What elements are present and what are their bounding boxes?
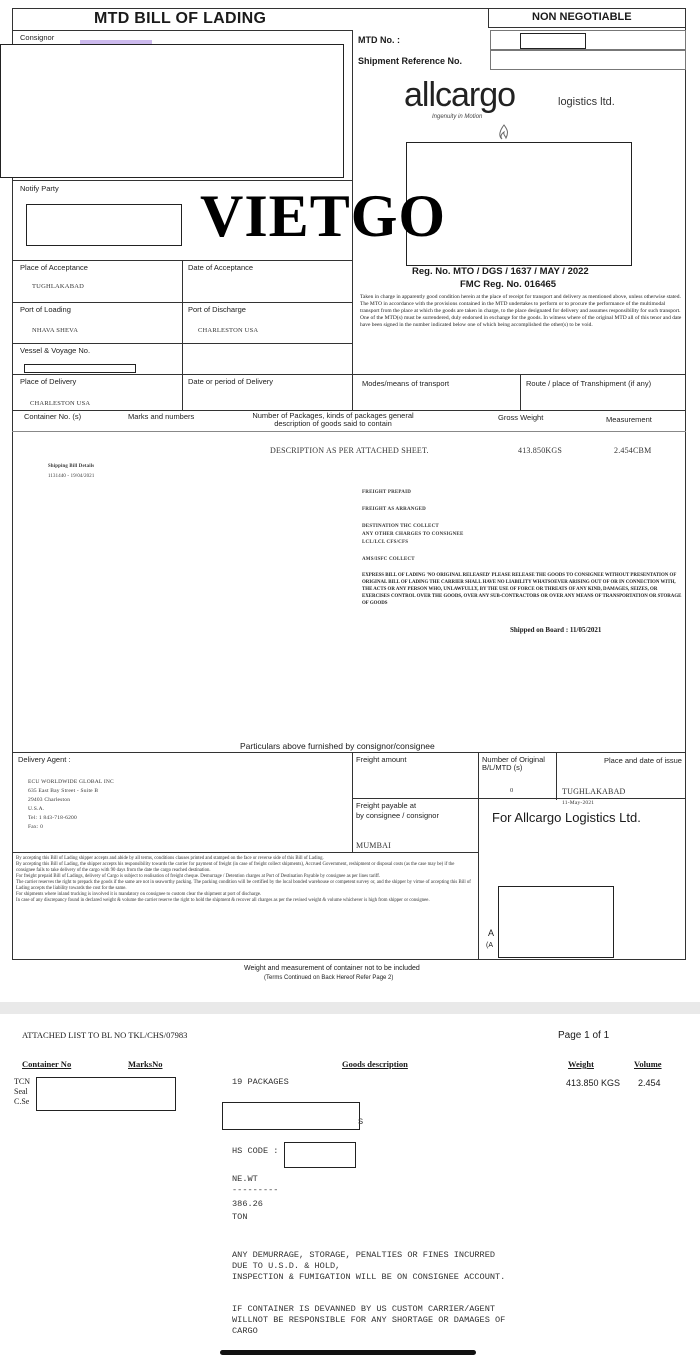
shipping-bill-value: 1131440 - 19/04/2021 (48, 474, 95, 479)
col-gross-label: Gross Weight (498, 413, 544, 422)
agent-line: Tel: 1 843-718-6200 (28, 815, 77, 821)
container-line: TCN (14, 1077, 30, 1086)
date-of-acceptance-label: Date of Acceptance (188, 263, 254, 272)
port-of-loading-label: Port of Loading (20, 305, 71, 314)
express-release-text: EXPRESS BILL OF LADING 'NO ORIGINAL RELEASED' PLEASE RELEASE THE GOODS TO CONSIGNEE WITHOUT PRESENTATION OF ORIGINAL BILL OF LADING THE CARRIER SHALL HAVE NO LIABILITY WHATSOEVER ARISING OUT OF OR IN CONNECTION WITH, THE ACTS OR ANY PERSON WHO, UNLAWFULLY, BY THE USE OF FORCE OR THREATS OF ANY KIND, DAMAGES, SEIZES, OR EXERCISES CONTROL OVER THE GOODS, OVER ANY SUB-CONTRACTORS OR OVER ANY MEANS OF TRANSPORTATION OR STORAGE OF GOODS (362, 573, 682, 606)
col-volume-header: Volume (634, 1059, 662, 1069)
lcl-cfs: LCL/LCL CFS/CFS (362, 540, 409, 545)
container-redaction (36, 1077, 176, 1111)
agent-line: Fax: 0 (28, 824, 44, 830)
agent-line: U.S.A. (28, 806, 45, 812)
home-indicator[interactable] (220, 1350, 476, 1355)
col-packages-label: Number of Packages, kinds of packages general description of goods said to contain (252, 411, 414, 428)
freight-amount-label: Freight amount (356, 755, 407, 764)
notify-rule (12, 180, 352, 181)
consignor-redaction (0, 44, 344, 178)
page-title: MTD BILL OF LADING (94, 10, 267, 27)
signature-redaction (498, 886, 614, 958)
condition-item: For freight prepaid Bill of Ladings, delivery of Cargo is subject to realisation of freight cheque. Demurrage / Detention charges at Port of Destination Payable by consignee as per lines tariff. (16, 874, 381, 879)
port-of-discharge-value: CHARLESTON USA (198, 327, 259, 334)
shipment-ref-field (490, 50, 686, 70)
consignee-notice (232, 1250, 505, 1283)
condition-item: For shipments where inland trucking is involved it is mandatory on consignee to custom clear the shipment at port of discharge. (16, 892, 262, 897)
particulars-rule (12, 752, 686, 753)
freight-payable-sub: by consignee / consignor (356, 811, 439, 820)
condition-item: The carrier reserves the right to prepack the goods if the same are not in seaworthy packing. The packing condition will be certified by the local bonded warehouse or competent survey or, and the shipper by virtue of accepting this Bill of Lading accepts the liability towards the cost for the same. (16, 880, 471, 891)
vietgo-watermark: VIETGO (200, 183, 447, 249)
mid-col-divider (182, 260, 183, 410)
notify-party-label: Notify Party (20, 184, 59, 193)
vessel-label: Vessel & Voyage No. (20, 346, 91, 355)
place-of-acceptance-value: TUGHLAKABAD (32, 283, 85, 290)
logo-wordmark: allcargo (404, 76, 516, 114)
goods-header-bottom (12, 431, 686, 432)
logo-flame-icon (498, 124, 510, 140)
footer-note-1: Weight and measurement of container not to be included (244, 965, 420, 972)
route-label: Route / place of Transhipment (if any) (526, 379, 652, 388)
col-goods-header: Goods description (342, 1059, 408, 1069)
vessel-redaction (24, 364, 136, 373)
ams-collect: AMS/ISFC COLLECT (362, 557, 415, 562)
col-weight-header: Weight (568, 1059, 594, 1069)
place-date-issue-label: Place and date of issue (604, 756, 682, 765)
net-weight-rule: --------- (232, 1185, 279, 1195)
route-divider (520, 374, 521, 410)
weight-value: 413.850 KGS (566, 1078, 621, 1088)
reg-no: Reg. No. MTO / DGS / 1637 / MAY / 2022 (412, 266, 589, 277)
net-weight-unit: TON (232, 1212, 248, 1222)
agent-line: ECU WORLDWIDE GLOBAL INC (28, 779, 114, 785)
container-lines (14, 1077, 30, 1107)
agent-line: 29403 Charleston (28, 797, 71, 803)
delivery-rule (12, 374, 686, 375)
sign-prefix-2: (A (486, 942, 493, 949)
other-charges: ANY OTHER CHARGES TO CONSIGNEE (362, 532, 464, 537)
freight-payable-value: MUMBAI (356, 841, 391, 850)
consignor-label: Consignor (20, 33, 55, 42)
shipping-bill-title: Shipping Bill Details (48, 464, 95, 469)
mto-terms-text: Taken in charge in apparently good condition herein at the place of receipt for transport and delivery as mentioned above, unless otherwise stated. The MTO in accordance with the provisions contained in the MTD undertakes to perform or to procure the performance of the multimodal transport from the place at which the goods are taken in charge, to the place designated for delivery and assumes responsibility for such transport. One of the MTD(s) must be surrendered, duly endorsed in exchange for the goods. In witness where of the original MTD all of this tenor and date have been signed in the number indicated below one of which being accomplished the other(s) to be void. (360, 294, 682, 328)
mtd-no-label: MTD No. : (358, 35, 400, 45)
packages-value: 19 PACKAGES (232, 1077, 289, 1087)
container-line: Seal (14, 1087, 28, 1096)
logo-suffix: logistics ltd. (558, 96, 615, 108)
notice-line: CARGO (232, 1326, 258, 1336)
devanning-notice (232, 1304, 505, 1337)
freight-prepaid: FREIGHT PREPAID (362, 490, 412, 495)
measurement-value: 2.454CBM (614, 446, 652, 455)
col-container-label: Container No. (s) (24, 412, 82, 421)
description-text: DESCRIPTION AS PER ATTACHED SHEET. (270, 446, 429, 455)
conditions-list (16, 856, 474, 904)
sign-prefix: A (488, 928, 495, 938)
net-weight-label: NE.WT (232, 1174, 258, 1184)
gross-weight-value: 413.850KGS (518, 446, 563, 455)
volume-value: 2.454 (638, 1078, 661, 1088)
allcargo-logo (404, 76, 515, 115)
freight-col-divider (352, 752, 353, 852)
mtd-no-field (490, 30, 686, 50)
port-of-loading-value: NHAVA SHEVA (32, 327, 79, 334)
notice-line: DUE TO U.S.D. & HOLD, (232, 1261, 341, 1271)
col-marks-header: MarksNo (128, 1059, 163, 1069)
container-line: C.Se (14, 1097, 30, 1106)
agent-line: 635 East Bay Street - Suite B (28, 788, 99, 794)
num-original-value: 0 (510, 787, 514, 794)
condition-item: In case of any discrepancy found in declared weight & volume the carrier reserve the right to hold the shipment & recover all charges as per the revised weight & volume whichever is high from shipper or consignee. (16, 898, 430, 903)
delivery-agent-address (28, 778, 114, 832)
col-container-header: Container No (22, 1059, 72, 1069)
footer-note-2: (Terms Continued on Back Hereof Refer Page 2) (264, 975, 394, 981)
hs-code-label: HS CODE : (232, 1146, 279, 1156)
date-of-issue-value: 11-May-2021 (562, 800, 595, 806)
col-measure-label: Measurement (606, 415, 652, 424)
condition-item: By accepting this Bill of Lading shipper accepts and abide by all terms, conditions clauses printed and stamped on the face or reverse side of this Bill of Lading. (16, 856, 324, 861)
vessel-rule (12, 343, 352, 344)
freight-arranged: FREIGHT AS ARRANGED (362, 507, 426, 512)
delivery-agent-label: Delivery Agent : (18, 755, 71, 764)
notify-party-redaction (26, 204, 182, 246)
place-of-delivery-label: Place of Delivery (20, 377, 77, 386)
condition-item: By accepting this Bill of Lading, the shipper accepts his responsibility towards the carrier for payment of freight (in case of freight collect shipments), Accrued Government, reshipment or disposal costs (as the case may be) if the consignee fails to take delivery of the cargo with 90 days from the date the cargo reached destination. (16, 862, 455, 873)
sign-col-divider (478, 798, 479, 960)
hs-code-redaction (284, 1142, 356, 1168)
freight-payable-label: Freight payable at (356, 801, 417, 810)
page-of-label: Page 1 of 1 (558, 1030, 610, 1041)
logo-tagline: Ingenuity in Motion (432, 114, 483, 120)
freight-payable-rule (352, 798, 686, 799)
notice-line: ANY DEMURRAGE, STORAGE, PENALTIES OR FINES INCURRED (232, 1250, 496, 1260)
col-marks-label: Marks and numbers (128, 412, 195, 421)
num-original-label: Number of Original B/L/MTD (s) (482, 755, 545, 772)
fmc-reg-no: FMC Reg. No. 016465 (460, 279, 557, 290)
particulars-text: Particulars above furnished by consignor/consignee (240, 741, 435, 751)
goods-suffix: S (358, 1117, 364, 1127)
conditions-rule (12, 852, 478, 853)
loading-rule (12, 302, 352, 303)
date-of-delivery-label: Date or period of Delivery (188, 377, 274, 386)
attached-list-title: ATTACHED LIST TO BL NO TKL/CHS/07983 (22, 1030, 188, 1040)
original-col-divider (478, 752, 479, 800)
issue-col-divider (556, 752, 557, 800)
non-negotiable-label: NON NEGOTIABLE (532, 11, 632, 23)
place-of-issue-value: TUGHLAKABAD (562, 787, 626, 796)
place-of-delivery-value: CHARLESTON USA (30, 400, 91, 407)
notice-line: WILLNOT BE RESPONSIBLE FOR ANY SHORTAGE OR DAMAGES OF (232, 1315, 506, 1325)
shipped-on-board: Shipped on Board : 11/05/2021 (510, 626, 602, 634)
net-weight-value: 386.26 (232, 1199, 263, 1209)
shipment-ref-label: Shipment Reference No. (358, 56, 463, 66)
notice-line: INSPECTION & FUMIGATION WILL BE ON CONSIGNEE ACCOUNT. (232, 1272, 506, 1282)
destination-thc: DESTINATION THC COLLECT (362, 524, 439, 529)
port-of-discharge-label: Port of Discharge (188, 305, 246, 314)
title-rule (12, 30, 352, 31)
goods-redaction (222, 1102, 360, 1130)
modes-label: Modes/means of transport (362, 379, 450, 388)
place-of-acceptance-label: Place of Acceptance (20, 263, 88, 272)
for-company: For Allcargo Logistics Ltd. (492, 810, 641, 825)
notice-line: IF CONTAINER IS DEVANNED BY US CUSTOM CARRIER/AGENT (232, 1304, 496, 1314)
